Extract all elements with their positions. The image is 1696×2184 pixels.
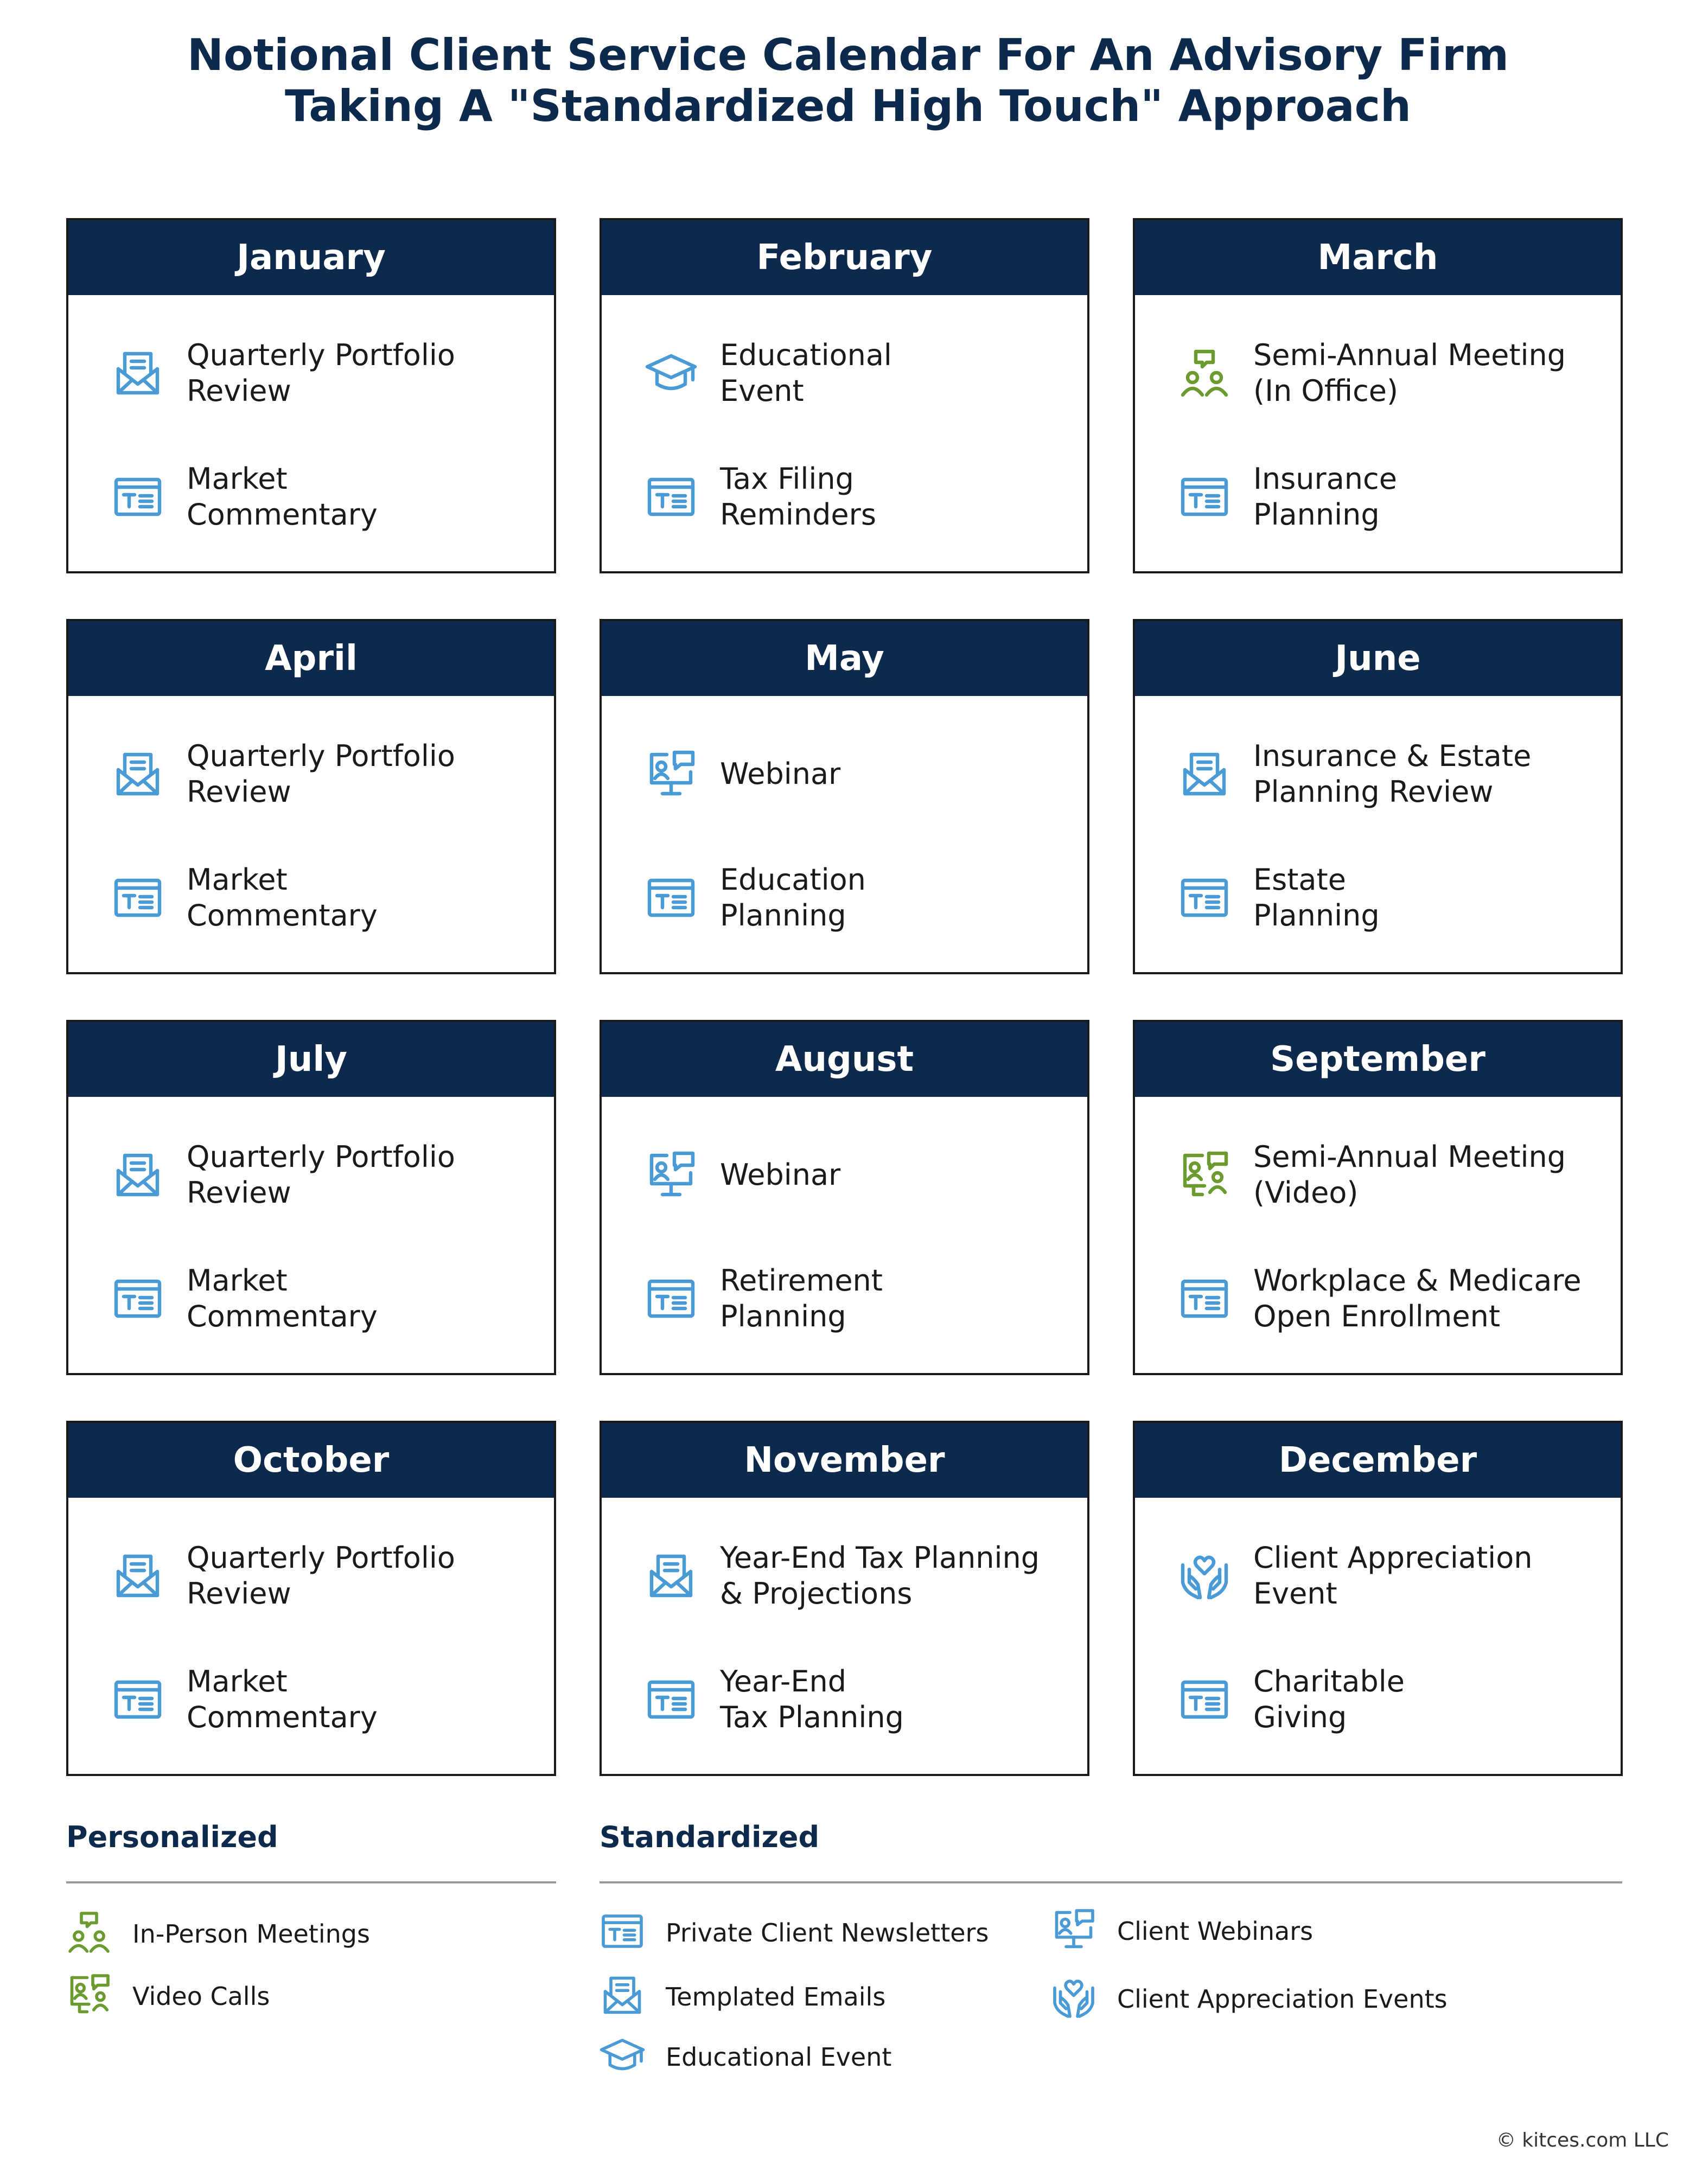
calendar-item: [1135, 1645, 1621, 1754]
calendar-item-label: Educational Event: [720, 338, 892, 408]
calendar-item-label: Quarterly Portfolio Review: [187, 1140, 455, 1210]
calendar-item: [1135, 443, 1621, 551]
legend-item: [1051, 1975, 1485, 2023]
email-icon: [1178, 748, 1230, 800]
month-card-february: [600, 218, 1089, 573]
video-call-icon: [66, 1972, 112, 2017]
graduation-cap-icon: [600, 2033, 645, 2078]
month-header: September: [1135, 1022, 1621, 1097]
month-card-september: [1133, 1020, 1623, 1375]
calendar-item-label: Semi-Annual Meeting (In Office): [1253, 338, 1566, 408]
month-card-august: [600, 1020, 1089, 1375]
email-icon: [112, 1550, 164, 1602]
calendar-item: [602, 443, 1087, 551]
newsletter-icon: [645, 471, 697, 523]
newsletter-icon: [1178, 1273, 1230, 1325]
webinar-icon: [645, 1149, 697, 1201]
newsletter-icon: [645, 1273, 697, 1325]
calendar-item-label: Charitable Giving: [1253, 1664, 1405, 1734]
calendar-item: [602, 1645, 1087, 1754]
legend-item-label: In-Person Meetings: [132, 1919, 370, 1949]
calendar-item-label: Insurance & Estate Planning Review: [1253, 739, 1532, 809]
title-line-2: Taking A "Standardized High Touch" Approach: [285, 81, 1411, 131]
month-card-july: [66, 1020, 556, 1375]
calendar-item-label: Client Appreciation Event: [1253, 1541, 1533, 1611]
legend-standardized-title: Standardized: [600, 1820, 820, 1854]
calendar-item-label: Market Commentary: [187, 462, 378, 532]
page-title: [0, 30, 1696, 132]
calendar-item: [68, 319, 554, 427]
calendar-item: [68, 1121, 554, 1229]
legend-item: [1051, 1907, 1485, 1956]
calendar-item-label: Market Commentary: [187, 1664, 378, 1734]
webinar-icon: [645, 748, 697, 800]
month-card-november: [600, 1421, 1089, 1776]
calendar-item: [68, 1645, 554, 1754]
month-card-march: [1133, 218, 1623, 573]
calendar-item: [1135, 1121, 1621, 1229]
newsletter-icon: [112, 872, 164, 924]
newsletter-icon: [1178, 471, 1230, 523]
legend-item-label: Client Webinars: [1117, 1917, 1314, 1946]
webinar-icon: [1051, 1907, 1096, 1952]
calendar-item-label: Semi-Annual Meeting (Video): [1253, 1140, 1566, 1210]
calendar-item: [1135, 720, 1621, 828]
month-header: June: [1135, 621, 1621, 696]
month-card-december: [1133, 1421, 1623, 1776]
appreciation-icon: [1178, 1550, 1230, 1602]
email-icon: [112, 748, 164, 800]
legend-item-label: Video Calls: [132, 1982, 270, 2011]
calendar-item-label: Year-End Tax Planning & Projections: [720, 1541, 1040, 1611]
copyright: © kitces.com LLC: [1496, 2129, 1669, 2151]
title-line-1: Notional Client Service Calendar For An Advisory Firm: [187, 30, 1509, 80]
calendar-item-label: Year-End Tax Planning: [720, 1664, 904, 1734]
legend-item: [600, 1972, 1034, 2021]
calendar-item: [68, 844, 554, 952]
newsletter-icon: [645, 1674, 697, 1726]
month-card-june: [1133, 619, 1623, 974]
calendar-item: [602, 720, 1087, 828]
calendar-item: [68, 1522, 554, 1630]
in-person-meeting-icon: [1178, 347, 1230, 399]
legend-item: [600, 1908, 1034, 1957]
calendar-item-label: Quarterly Portfolio Review: [187, 338, 455, 408]
calendar-item: [1135, 844, 1621, 952]
month-header: August: [602, 1022, 1087, 1097]
graduation-cap-icon: [645, 347, 697, 399]
email-icon: [645, 1550, 697, 1602]
month-header: October: [68, 1423, 554, 1498]
legend-item: [66, 1910, 500, 1958]
email-icon: [112, 347, 164, 399]
in-person-meeting-icon: [66, 1910, 112, 1955]
month-card-january: [66, 218, 556, 573]
calendar-item-label: Quarterly Portfolio Review: [187, 739, 455, 809]
calendar-item: [602, 1522, 1087, 1630]
month-header: February: [602, 220, 1087, 295]
calendar-item: [1135, 1522, 1621, 1630]
legend-item-label: Client Appreciation Events: [1117, 1984, 1448, 2014]
month-card-may: [600, 619, 1089, 974]
month-header: December: [1135, 1423, 1621, 1498]
calendar-item-label: Webinar: [720, 1158, 841, 1192]
calendar-item-label: Education Planning: [720, 863, 866, 933]
month-card-april: [66, 619, 556, 974]
calendar-item-label: Market Commentary: [187, 1263, 378, 1333]
newsletter-icon: [1178, 1674, 1230, 1726]
legend-personalized-title: Personalized: [66, 1820, 278, 1854]
calendar-item: [602, 844, 1087, 952]
calendar-item-label: Tax Filing Reminders: [720, 462, 876, 532]
month-header: July: [68, 1022, 554, 1097]
legend-item-label: Private Client Newsletters: [666, 1918, 989, 1947]
calendar-item-label: Quarterly Portfolio Review: [187, 1541, 455, 1611]
legend-item: [600, 2033, 1034, 2081]
newsletter-icon: [600, 1908, 645, 1954]
calendar-item: [68, 720, 554, 828]
appreciation-icon: [1051, 1975, 1096, 2020]
calendar-item-label: Retirement Planning: [720, 1263, 883, 1333]
month-header: November: [602, 1423, 1087, 1498]
email-icon: [112, 1149, 164, 1201]
calendar-item: [602, 1244, 1087, 1353]
legend-divider: [66, 1881, 556, 1883]
calendar-item: [68, 1244, 554, 1353]
month-header: March: [1135, 220, 1621, 295]
calendar-item-label: Market Commentary: [187, 863, 378, 933]
newsletter-icon: [1178, 872, 1230, 924]
newsletter-icon: [112, 1674, 164, 1726]
legend-item-label: Educational Event: [666, 2042, 892, 2072]
legend-item-label: Templated Emails: [666, 1982, 886, 2011]
calendar-item-label: Webinar: [720, 757, 841, 791]
month-header: May: [602, 621, 1087, 696]
legend-divider: [600, 1881, 1622, 1883]
month-card-october: [66, 1421, 556, 1776]
calendar-item: [68, 443, 554, 551]
newsletter-icon: [645, 872, 697, 924]
calendar-item: [602, 319, 1087, 427]
legend-item: [66, 1972, 500, 2021]
month-header: April: [68, 621, 554, 696]
calendar-item: [1135, 319, 1621, 427]
calendar-item-label: Workplace & Medicare Open Enrollment: [1253, 1263, 1582, 1333]
calendar-item: [602, 1121, 1087, 1229]
calendar-item: [1135, 1244, 1621, 1353]
email-icon: [600, 1972, 645, 2018]
calendar-item-label: Insurance Planning: [1253, 462, 1397, 532]
newsletter-icon: [112, 1273, 164, 1325]
calendar-item-label: Estate Planning: [1253, 863, 1380, 933]
month-header: January: [68, 220, 554, 295]
video-call-icon: [1178, 1149, 1230, 1201]
newsletter-icon: [112, 471, 164, 523]
